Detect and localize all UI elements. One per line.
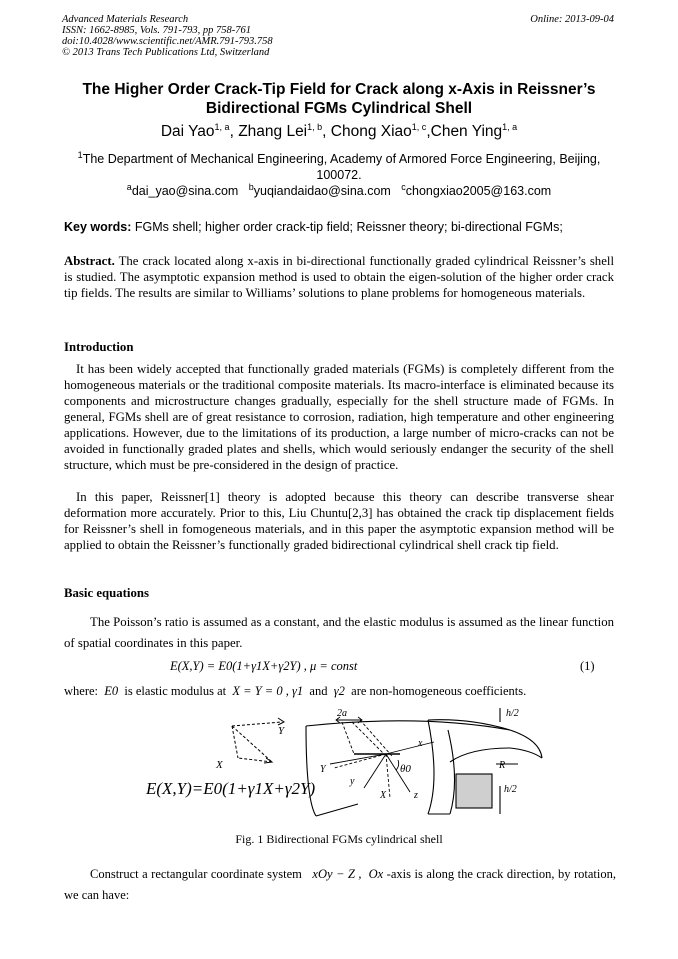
equation-1-number: (1) (580, 659, 595, 673)
author-emails (60, 181, 618, 198)
affiliation (62, 151, 616, 183)
where-math: E0 (104, 684, 119, 698)
author-name: Chong Xiao (330, 123, 412, 140)
label-y-mid: Y (320, 764, 326, 775)
author-sup: 1, b (307, 121, 323, 132)
email-link[interactable]: chongxiao2005@163.com (405, 184, 552, 198)
intro-paragraph-2: In this paper, Reissner[1] theory is adopted because this theory can describe transverse shear deformation more accurately. Prior to this, Liu Chuntu[2,3] has obtained the crack tip displacement fields for Reissner’s shell in fomogeneous materials, and in this paper the asymptotic expansion method will be applied to obtain the Reissner’s functionally graded bidirectional cylindrical shell crack tip field. (64, 490, 614, 552)
keywords-label: Key words: (64, 220, 132, 234)
label-x: x (418, 738, 423, 749)
label-h-half-top: h/2 (506, 708, 519, 719)
email-link[interactable]: yuqiandaidao@sina.com (253, 184, 391, 198)
basic-paragraph-2 (64, 864, 616, 906)
label-z: z (414, 790, 418, 801)
where-math: X = Y = 0 , γ1 (232, 684, 304, 698)
journal-copyright: © 2013 Trans Tech Publications Ltd, Switzerland (62, 47, 270, 58)
author-sup: 1, a (502, 121, 518, 132)
author-sup: 1, c (411, 121, 427, 132)
where-text: and (309, 684, 328, 698)
abstract (64, 253, 614, 301)
affiliation-sup: 1 (77, 149, 83, 160)
label-h-half-bottom: h/2 (504, 784, 517, 795)
author-name: Dai Yao (160, 123, 215, 140)
label-y-top: Y (278, 725, 285, 737)
label-x-left: X (216, 759, 223, 771)
where-math: γ2 (333, 684, 345, 698)
title-line-1: The Higher Order Crack-Tip Field for Crack along x-Axis in Reissner’s (82, 81, 596, 98)
where-text: are non-homogeneous coefficients. (351, 684, 527, 698)
basic-paragraph-1: The Poisson’s ratio is assumed as a constant, and the elastic modulus is assumed as the linear function of spatial coordinates in this paper. (64, 615, 614, 650)
keywords-text: FGMs shell; higher order crack-tip field; Reissner theory; bi-directional FGMs; (134, 220, 563, 234)
author-name: Chen Ying (430, 123, 503, 140)
journal-header (62, 14, 273, 58)
email-sup: c (401, 181, 406, 192)
keywords (64, 220, 614, 234)
label-theta: θ0 (400, 763, 411, 775)
title-line-2: Bidirectional FGMs Cylindrical Shell (205, 100, 473, 117)
abstract-text: The crack located along x-axis in bi-directional functionally graded cylindrical Reissner’s shell is studied. The asymptotic expansion method is used to obtain the eigen-solution of the higher order crack tip fields. The results are similar to Williams’ solutions to plane problems for homogeneous materials. (64, 254, 615, 300)
coordinate-system-math: xOy − Z , (312, 867, 362, 881)
figure-caption: Fig. 1 Bidirectional FGMs cylindrical shell (235, 832, 443, 846)
section-heading-introduction: Introduction (64, 340, 134, 354)
paragraph-text: -axis is along the crack direction, by rotation, we can have: (64, 867, 617, 902)
author-sup: 1, a (214, 121, 230, 132)
coordinate-sketch (232, 718, 284, 763)
email-link[interactable]: dai_yao@sina.com (131, 184, 239, 198)
where-text: is elastic modulus at (124, 684, 227, 698)
author-name: Zhang Lei (238, 123, 308, 140)
journal-name: Advanced Materials Research (62, 14, 189, 25)
label-x-bottom: X (380, 790, 387, 801)
email-sup: a (126, 181, 132, 192)
email-sup: b (248, 181, 254, 192)
equation-1: E(X,Y) = E0(1+γ1X+γ2Y) , μ = const (170, 659, 358, 673)
label-r: R (499, 760, 506, 771)
journal-issn: ISSN: 1662-8985, Vols. 791-793, pp 758-761 (62, 25, 251, 36)
where-text: where: (64, 684, 99, 698)
section-heading-basic-equations: Basic equations (64, 586, 149, 600)
intro-paragraph-1: It has been widely accepted that functionally graded materials (FGMs) is completely different from the homogeneous materials or the traditional composite materials. Its macro-interface is eliminated because its components and microstructure changes gradually, especially for the shell structure made of FGMs. In general, FGMs shell are of great resistance to corrosion, radiation, high temperature and other engineering applications. However, due to the limitations of its production, a large number of micro-cracks can not be avoided in functionally graded plates and shells, which would seriously endanger the security of the shell structure, which must be pre-considered in the design of practice. (64, 362, 614, 472)
where-line (64, 684, 616, 699)
figure-formula: E(X,Y)=E0(1+γ1X+γ2Y) (146, 779, 316, 798)
author-list: Dai Yao$^{1, a}$, Zhang Lei$^{1, b}$, Chong Xiao$^{1, c}$,Chen Ying$^{1, a}$ (160, 121, 518, 140)
label-2a: 2a (337, 708, 347, 719)
affiliation-text: The Department of Mechanical Engineering, Academy of Armored Force Engineering, Beijing, 100072. (82, 152, 601, 182)
paper-title (60, 80, 618, 118)
paragraph-text: Construct a rectangular coordinate system (90, 867, 302, 881)
figure-cylindrical-shell (0, 700, 678, 830)
journal-doi: doi:10.4028/www.scientific.net/AMR.791-793.758 (62, 36, 273, 47)
abstract-label: Abstract. (64, 254, 115, 268)
online-date: Online: 2013-09-04 (530, 14, 614, 25)
label-y-small: y (350, 776, 355, 787)
axis-math: Ox (368, 867, 384, 881)
